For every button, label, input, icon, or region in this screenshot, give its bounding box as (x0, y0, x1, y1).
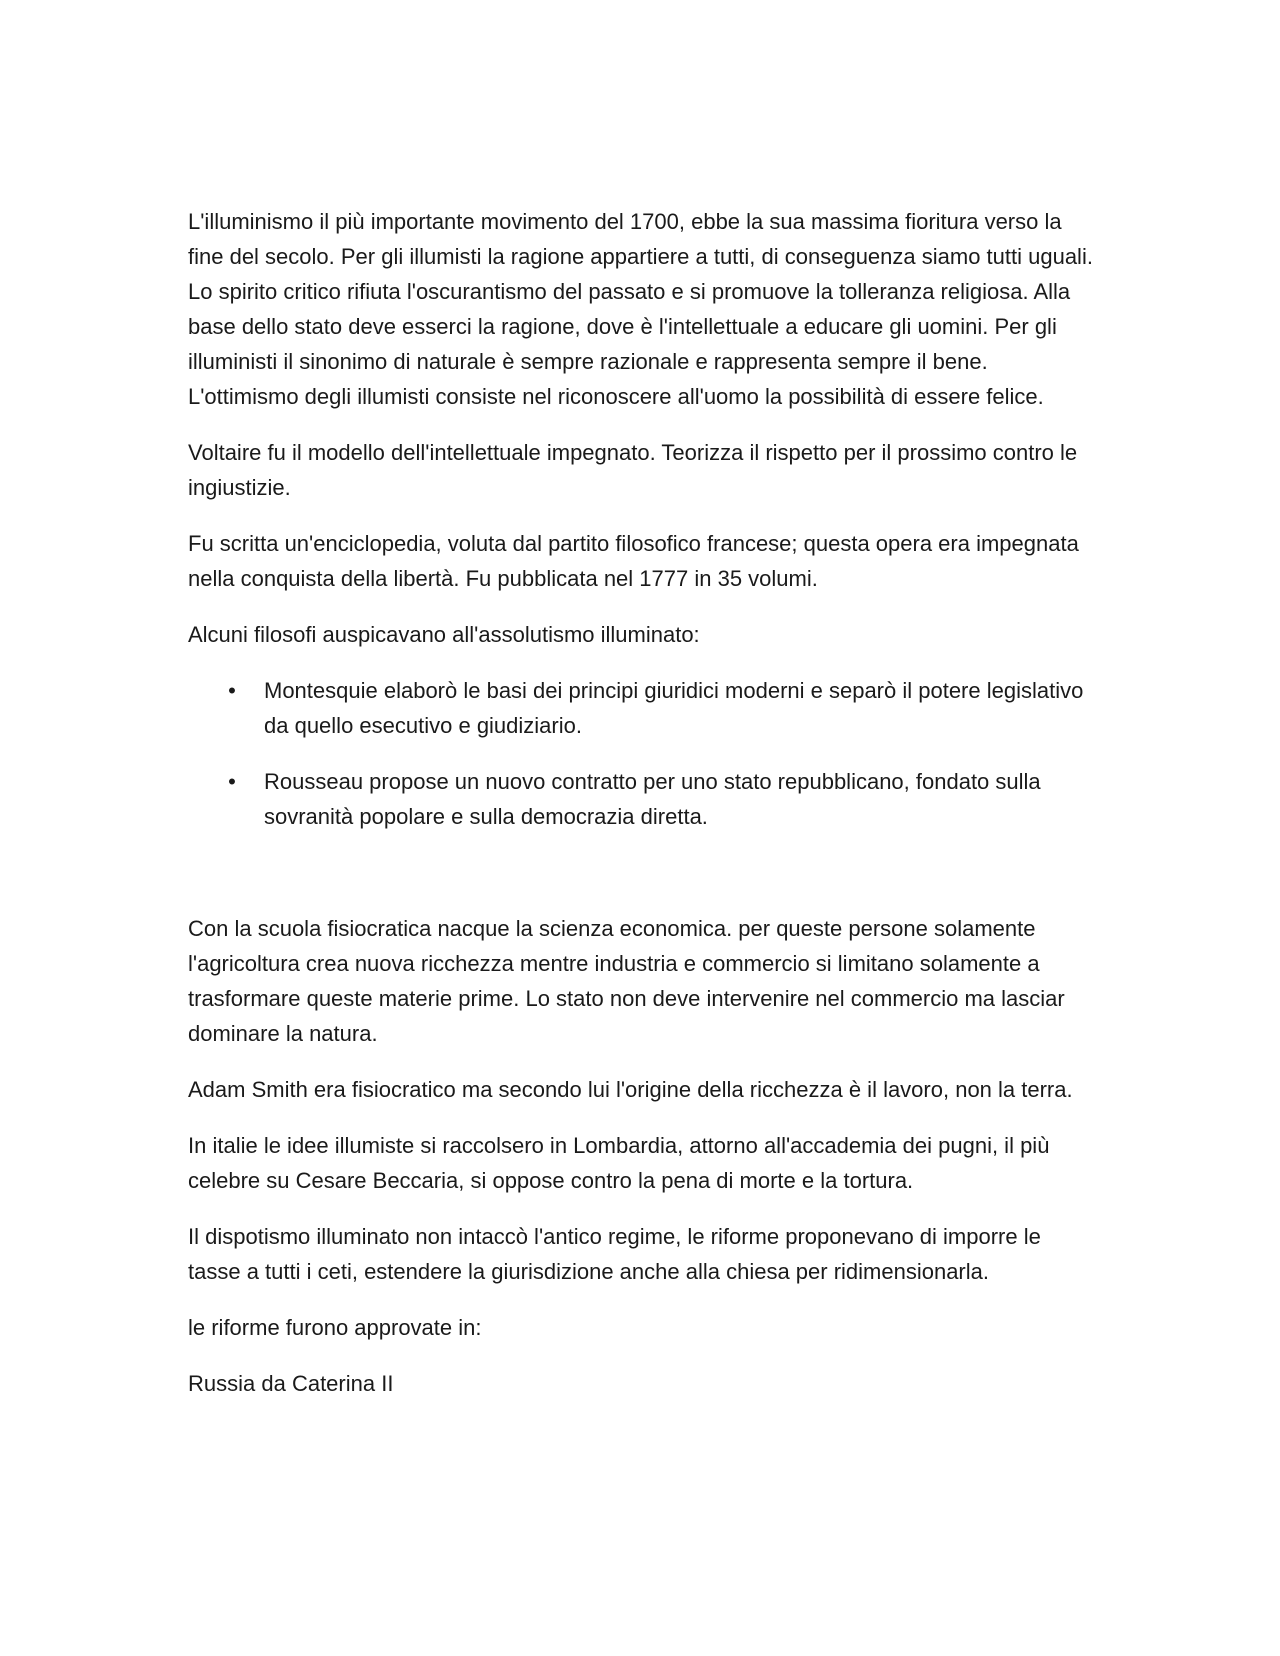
paragraph-riforme-intro: le riforme furono approvate in: (188, 1315, 482, 1340)
paragraph-voltaire: Voltaire fu il modello dell'intellettuale impegnato. Teorizza il rispetto per il prossimo contro le ingiustizie. (188, 440, 1078, 500)
bullet-icon: • (228, 769, 236, 794)
list-item (188, 673, 1098, 743)
document-body (188, 204, 1098, 1422)
paragraph-illuminismo: L'illuminismo il più importante movimento del 1700, ebbe la sua massima fioritura verso la fine del secolo. Per gli illumisti la ragione appartiere a tutti, di conseguenza siamo tutti uguali. Lo spirito critico rifiuta l'oscurantismo del passato e si promuove la tolleranza religiosa. Alla base dello stato deve esserci la ragione, dove è l'intellettuale a educare gli uomini. Per gli illuministi il sinonimo di naturale è sempre razionale e rappresenta sempre il bene. L'ottimismo degli illumisti consiste nel riconoscere all'uomo la possibilità di essere felice. (188, 209, 1093, 409)
paragraph-russia: Russia da Caterina II (188, 1371, 394, 1396)
paragraph-dispotismo: Il dispotismo illuminato non intaccò l'antico regime, le riforme proponevano di imporre le tasse a tutti i ceti, estendere la giurisdizione anche alla chiesa per ridimensionarla. (188, 1224, 1041, 1284)
list-item-text: Montesquie elaborò le basi dei principi giuridici moderni e separò il potere legislativo da quello esecutivo e giudiziario. (264, 678, 1084, 738)
list-item (188, 764, 1098, 834)
paragraph-assolutismo-intro: Alcuni filosofi auspicavano all'assolutismo illuminato: (188, 622, 700, 647)
paragraph-enciclopedia: Fu scritta un'enciclopedia, voluta dal partito filosofico francese; questa opera era impegnata nella conquista della libertà. Fu pubblicata nel 1777 in 35 volumi. (188, 531, 1079, 591)
philosophers-list (188, 673, 1098, 834)
paragraph-fisiocratica: Con la scuola fisiocratica nacque la scienza economica. per queste persone solamente l'agricoltura crea nuova ricchezza mentre industria e commercio si limitano solamente a trasformare queste materie prime. Lo stato non deve intervenire nel commercio ma lasciar dominare la natura. (188, 916, 1065, 1046)
paragraph-lombardia: In italie le idee illumiste si raccolsero in Lombardia, attorno all'accademia dei pugni, il più celebre su Cesare Beccaria, si oppose contro la pena di morte e la tortura. (188, 1133, 1050, 1193)
list-item-text: Rousseau propose un nuovo contratto per uno stato repubblicano, fondato sulla sovranità popolare e sulla democrazia diretta. (264, 769, 1041, 829)
bullet-icon: • (228, 678, 236, 703)
paragraph-adam-smith: Adam Smith era fisiocratico ma secondo lui l'origine della ricchezza è il lavoro, non la terra. (188, 1077, 1073, 1102)
empty-line (188, 855, 1098, 911)
